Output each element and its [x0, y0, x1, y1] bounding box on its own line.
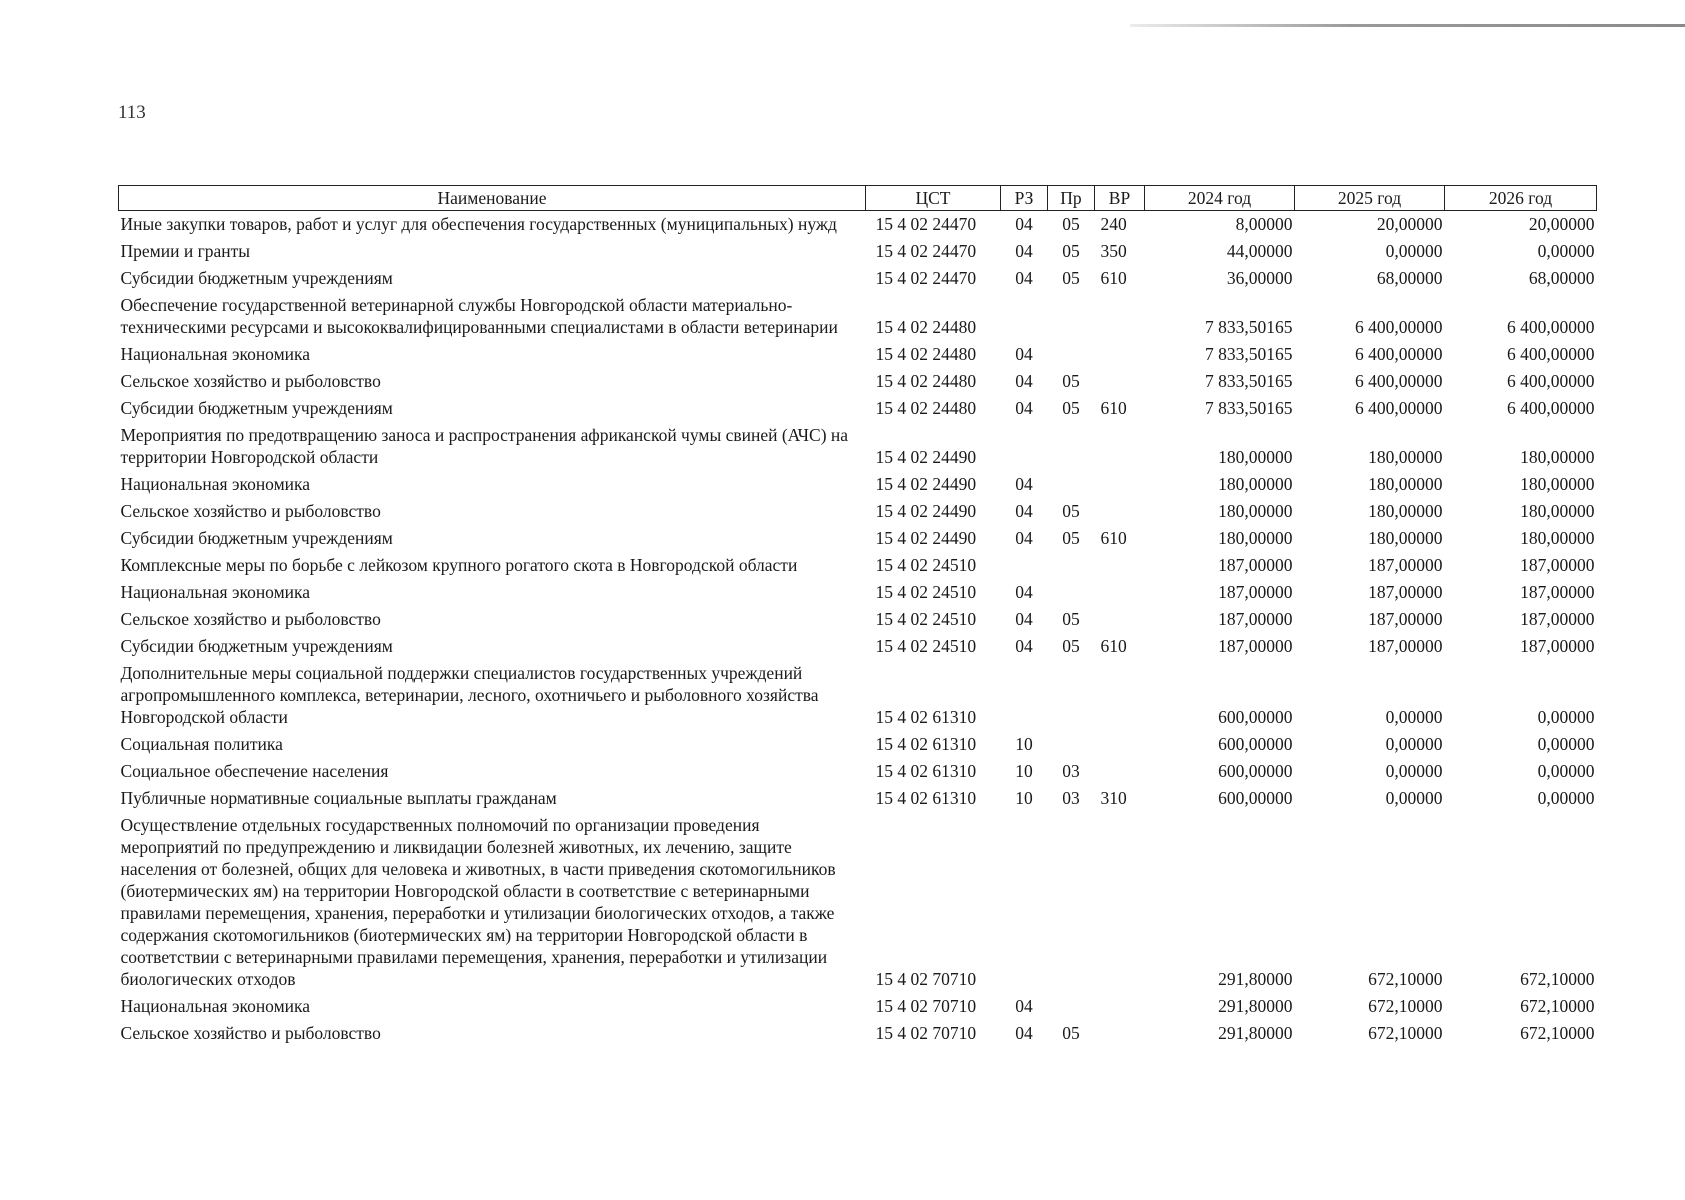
cell-vr — [1095, 660, 1145, 731]
cell-y2026: 180,00000 — [1520, 474, 1595, 494]
cell-pr — [1048, 552, 1095, 579]
cell-rz — [1001, 422, 1048, 471]
cell-cst: 15 4 02 24510 — [875, 582, 977, 602]
cell-y2026: 187,00000 — [1520, 609, 1595, 629]
table-body — [119, 211, 1597, 1048]
cell-y2024: 180,00000 — [1218, 474, 1293, 494]
cell-name: Мероприятия по предотвращению заноса и распространения африканской чумы свиней (АЧС) на территории Новгородской области — [120, 425, 849, 467]
cell-cst: 15 4 02 24490 — [875, 501, 977, 521]
cell-cst: 15 4 02 24490 — [875, 528, 977, 548]
cell-y2026: 0,00000 — [1537, 241, 1595, 261]
cell-name: Национальная экономика — [120, 474, 311, 494]
cell-vr: 610 — [1100, 398, 1127, 418]
cell-rz: 04 — [1015, 268, 1033, 288]
cell-rz: 04 — [1015, 636, 1033, 656]
cell-y2026: 180,00000 — [1520, 528, 1595, 548]
cell-vr — [1095, 498, 1145, 525]
cell-name: Сельское хозяйство и рыболовство — [120, 501, 381, 521]
table-row — [119, 633, 1597, 660]
cell-pr — [1048, 422, 1095, 471]
cell-name: Обеспечение государственной ветеринарной службы Новгородской области материально-техническими ресурсами и высококвалифицированными специалистами в области ветеринарии — [120, 295, 838, 337]
cell-vr — [1095, 341, 1145, 368]
cell-y2026: 187,00000 — [1520, 555, 1595, 575]
cell-name: Субсидии бюджетным учреждениям — [120, 398, 393, 418]
header-vr: ВР — [1095, 186, 1145, 211]
cell-vr: 240 — [1100, 214, 1127, 234]
cell-y2025: 6 400,00000 — [1355, 371, 1443, 391]
cell-rz — [1001, 552, 1048, 579]
cell-pr — [1048, 660, 1095, 731]
cell-y2024: 600,00000 — [1218, 734, 1293, 754]
cell-y2025: 0,00000 — [1385, 241, 1443, 261]
cell-name: Иные закупки товаров, работ и услуг для обеспечения государственных (муниципальных) нужд — [120, 214, 837, 234]
cell-y2025: 187,00000 — [1368, 582, 1443, 602]
cell-y2024: 291,80000 — [1218, 996, 1293, 1016]
cell-pr: 05 — [1062, 609, 1080, 629]
cell-vr — [1095, 368, 1145, 395]
cell-y2026: 6 400,00000 — [1507, 398, 1595, 418]
cell-y2026: 0,00000 — [1537, 707, 1595, 727]
cell-y2024: 7 833,50165 — [1205, 344, 1293, 364]
cell-pr: 05 — [1062, 241, 1080, 261]
cell-vr — [1095, 758, 1145, 785]
cell-y2024: 600,00000 — [1218, 788, 1293, 808]
cell-y2024: 187,00000 — [1218, 555, 1293, 575]
cell-cst: 15 4 02 61310 — [875, 734, 977, 754]
cell-rz: 04 — [1015, 344, 1033, 364]
table-row — [119, 238, 1597, 265]
cell-y2026: 672,10000 — [1520, 1023, 1595, 1043]
cell-name: Сельское хозяйство и рыболовство — [120, 371, 381, 391]
cell-y2026: 672,10000 — [1520, 969, 1595, 989]
cell-cst: 15 4 02 24470 — [875, 214, 977, 234]
cell-cst: 15 4 02 24480 — [875, 371, 977, 391]
cell-vr — [1095, 993, 1145, 1020]
cell-y2024: 187,00000 — [1218, 609, 1293, 629]
cell-vr — [1095, 422, 1145, 471]
cell-vr — [1095, 812, 1145, 993]
table-row — [119, 606, 1597, 633]
cell-rz: 10 — [1015, 788, 1033, 808]
table-row — [119, 579, 1597, 606]
table-row — [119, 1020, 1597, 1047]
cell-y2026: 6 400,00000 — [1507, 344, 1595, 364]
cell-y2024: 8,00000 — [1235, 214, 1293, 234]
header-name: Наименование — [119, 186, 866, 211]
cell-vr: 350 — [1100, 241, 1127, 261]
cell-y2025: 180,00000 — [1368, 474, 1443, 494]
header-2024: 2024 год — [1145, 186, 1295, 211]
cell-pr: 03 — [1062, 761, 1080, 781]
cell-name: Премии и гранты — [120, 241, 251, 261]
cell-name: Социальная политика — [120, 734, 283, 754]
cell-y2026: 20,00000 — [1528, 214, 1595, 234]
cell-y2024: 180,00000 — [1218, 528, 1293, 548]
header-pr: Пр — [1048, 186, 1095, 211]
cell-y2025: 6 400,00000 — [1355, 317, 1443, 337]
header-rz: РЗ — [1001, 186, 1048, 211]
cell-name: Осуществление отдельных государственных полномочий по организации проведения мероприятий по предупреждению и ликвидации болезней животных, их лечению, защите населения от болезней, общих для человека и животных, в части приведения скотомогильников (биотермических ям) на территории Новгородской области в соответствие с ветеринарными правилами перемещения, хранения, переработки и утилизации биологических отходов, а также содержания скотомогильников (биотермических ям) на территории Новгородской области в соответствии с ветеринарными правилами перемещения, хранения, переработки и утилизации биологических отходов — [120, 815, 836, 989]
cell-rz: 04 — [1015, 528, 1033, 548]
cell-cst: 15 4 02 70710 — [875, 1023, 977, 1043]
cell-vr — [1095, 292, 1145, 341]
table-row — [119, 552, 1597, 579]
cell-y2026: 0,00000 — [1537, 788, 1595, 808]
cell-pr: 03 — [1062, 788, 1080, 808]
cell-pr: 05 — [1062, 636, 1080, 656]
table-header — [119, 186, 1597, 211]
table-row — [119, 368, 1597, 395]
header-2025: 2025 год — [1295, 186, 1445, 211]
table-row — [119, 265, 1597, 292]
cell-cst: 15 4 02 24480 — [875, 398, 977, 418]
cell-rz — [1001, 660, 1048, 731]
cell-cst: 15 4 02 24490 — [875, 474, 977, 494]
cell-y2025: 0,00000 — [1385, 788, 1443, 808]
cell-y2025: 672,10000 — [1368, 1023, 1443, 1043]
cell-y2024: 600,00000 — [1218, 761, 1293, 781]
cell-y2024: 44,00000 — [1226, 241, 1293, 261]
cell-rz: 04 — [1015, 474, 1033, 494]
cell-vr — [1095, 552, 1145, 579]
cell-y2025: 0,00000 — [1385, 734, 1443, 754]
cell-pr: 05 — [1062, 528, 1080, 548]
cell-name: Социальное обеспечение населения — [120, 761, 389, 781]
cell-name: Публичные нормативные социальные выплаты гражданам — [120, 788, 557, 808]
cell-y2026: 0,00000 — [1537, 761, 1595, 781]
cell-pr: 05 — [1062, 501, 1080, 521]
cell-rz: 04 — [1015, 398, 1033, 418]
cell-pr — [1048, 812, 1095, 993]
cell-rz — [1001, 292, 1048, 341]
table-row — [119, 525, 1597, 552]
table-row — [119, 498, 1597, 525]
cell-y2025: 6 400,00000 — [1355, 344, 1443, 364]
cell-y2025: 187,00000 — [1368, 636, 1443, 656]
cell-y2025: 6 400,00000 — [1355, 398, 1443, 418]
cell-y2026: 180,00000 — [1520, 447, 1595, 467]
cell-y2026: 187,00000 — [1520, 636, 1595, 656]
cell-y2024: 36,00000 — [1226, 268, 1293, 288]
cell-vr — [1095, 579, 1145, 606]
cell-cst: 15 4 02 24510 — [875, 609, 977, 629]
table-row — [119, 422, 1597, 471]
cell-cst: 15 4 02 24470 — [875, 241, 977, 261]
cell-rz: 04 — [1015, 996, 1033, 1016]
cell-name: Комплексные меры по борьбе с лейкозом крупного рогатого скота в Новгородской области — [120, 555, 798, 575]
cell-cst: 15 4 02 70710 — [875, 996, 977, 1016]
cell-y2025: 68,00000 — [1376, 268, 1443, 288]
cell-y2024: 7 833,50165 — [1205, 317, 1293, 337]
header-cst: ЦСТ — [866, 186, 1001, 211]
cell-y2024: 600,00000 — [1218, 707, 1293, 727]
cell-y2025: 180,00000 — [1368, 528, 1443, 548]
cell-rz: 04 — [1015, 609, 1033, 629]
cell-rz: 04 — [1015, 582, 1033, 602]
cell-y2024: 187,00000 — [1218, 636, 1293, 656]
cell-pr: 05 — [1062, 371, 1080, 391]
cell-rz: 04 — [1015, 241, 1033, 261]
cell-name: Субсидии бюджетным учреждениям — [120, 528, 393, 548]
cell-pr — [1048, 993, 1095, 1020]
cell-cst: 15 4 02 24510 — [875, 636, 977, 656]
cell-y2026: 0,00000 — [1537, 734, 1595, 754]
cell-y2026: 187,00000 — [1520, 582, 1595, 602]
cell-pr — [1048, 579, 1095, 606]
cell-pr — [1048, 731, 1095, 758]
cell-y2024: 187,00000 — [1218, 582, 1293, 602]
cell-y2026: 672,10000 — [1520, 996, 1595, 1016]
cell-y2025: 672,10000 — [1368, 969, 1443, 989]
table-row — [119, 993, 1597, 1020]
cell-cst: 15 4 02 24480 — [875, 344, 977, 364]
cell-cst: 15 4 02 24510 — [875, 555, 977, 575]
cell-rz — [1001, 812, 1048, 993]
cell-name: Субсидии бюджетным учреждениям — [120, 636, 393, 656]
table-row — [119, 211, 1597, 239]
cell-y2025: 0,00000 — [1385, 707, 1443, 727]
budget-table — [118, 185, 1597, 1047]
cell-rz: 10 — [1015, 761, 1033, 781]
cell-rz: 04 — [1015, 371, 1033, 391]
cell-cst: 15 4 02 61310 — [875, 788, 977, 808]
cell-name: Сельское хозяйство и рыболовство — [120, 609, 381, 629]
cell-name: Национальная экономика — [120, 996, 311, 1016]
header-2026: 2026 год — [1445, 186, 1597, 211]
cell-pr: 05 — [1062, 1023, 1080, 1043]
cell-y2025: 0,00000 — [1385, 761, 1443, 781]
cell-name: Национальная экономика — [120, 344, 311, 364]
cell-y2025: 187,00000 — [1368, 609, 1443, 629]
cell-name: Дополнительные меры социальной поддержки специалистов государственных учреждений агропромышленного комплекса, ветеринарии, лесного, охотничьего и рыболовного хозяйства Новгородской области — [120, 663, 819, 727]
cell-y2024: 7 833,50165 — [1205, 371, 1293, 391]
cell-y2026: 6 400,00000 — [1507, 317, 1595, 337]
table-row — [119, 731, 1597, 758]
table-row — [119, 292, 1597, 341]
cell-vr: 610 — [1100, 636, 1127, 656]
page-number: 113 — [118, 102, 146, 123]
table-row — [119, 785, 1597, 812]
table-row — [119, 341, 1597, 368]
cell-rz: 10 — [1015, 734, 1033, 754]
cell-cst: 15 4 02 24490 — [875, 447, 977, 467]
cell-pr — [1048, 471, 1095, 498]
table-row — [119, 758, 1597, 785]
cell-name: Сельское хозяйство и рыболовство — [120, 1023, 381, 1043]
table-row — [119, 395, 1597, 422]
cell-y2026: 180,00000 — [1520, 501, 1595, 521]
cell-y2025: 180,00000 — [1368, 447, 1443, 467]
table-row — [119, 812, 1597, 993]
cell-y2025: 20,00000 — [1376, 214, 1443, 234]
cell-cst: 15 4 02 61310 — [875, 761, 977, 781]
cell-y2024: 7 833,50165 — [1205, 398, 1293, 418]
cell-y2024: 180,00000 — [1218, 447, 1293, 467]
cell-y2025: 180,00000 — [1368, 501, 1443, 521]
cell-vr — [1095, 606, 1145, 633]
header-row — [119, 186, 1597, 211]
cell-cst: 15 4 02 24480 — [875, 317, 977, 337]
cell-pr: 05 — [1062, 214, 1080, 234]
scan-edge-line — [1130, 24, 1685, 27]
cell-name: Субсидии бюджетным учреждениям — [120, 268, 393, 288]
cell-vr — [1095, 731, 1145, 758]
cell-cst: 15 4 02 24470 — [875, 268, 977, 288]
cell-rz: 04 — [1015, 501, 1033, 521]
cell-cst: 15 4 02 70710 — [875, 969, 977, 989]
cell-y2025: 187,00000 — [1368, 555, 1443, 575]
cell-vr: 610 — [1100, 268, 1127, 288]
cell-y2025: 672,10000 — [1368, 996, 1443, 1016]
cell-cst: 15 4 02 61310 — [875, 707, 977, 727]
cell-y2026: 68,00000 — [1528, 268, 1595, 288]
cell-vr: 610 — [1100, 528, 1127, 548]
table-row — [119, 660, 1597, 731]
cell-vr — [1095, 471, 1145, 498]
cell-y2024: 291,80000 — [1218, 1023, 1293, 1043]
cell-pr: 05 — [1062, 268, 1080, 288]
cell-name: Национальная экономика — [120, 582, 311, 602]
cell-y2024: 180,00000 — [1218, 501, 1293, 521]
cell-rz: 04 — [1015, 214, 1033, 234]
cell-y2024: 291,80000 — [1218, 969, 1293, 989]
cell-pr — [1048, 292, 1095, 341]
cell-pr — [1048, 341, 1095, 368]
table-row — [119, 471, 1597, 498]
cell-rz: 04 — [1015, 1023, 1033, 1043]
cell-pr: 05 — [1062, 398, 1080, 418]
cell-vr: 310 — [1100, 788, 1127, 808]
cell-vr — [1095, 1020, 1145, 1047]
cell-y2026: 6 400,00000 — [1507, 371, 1595, 391]
